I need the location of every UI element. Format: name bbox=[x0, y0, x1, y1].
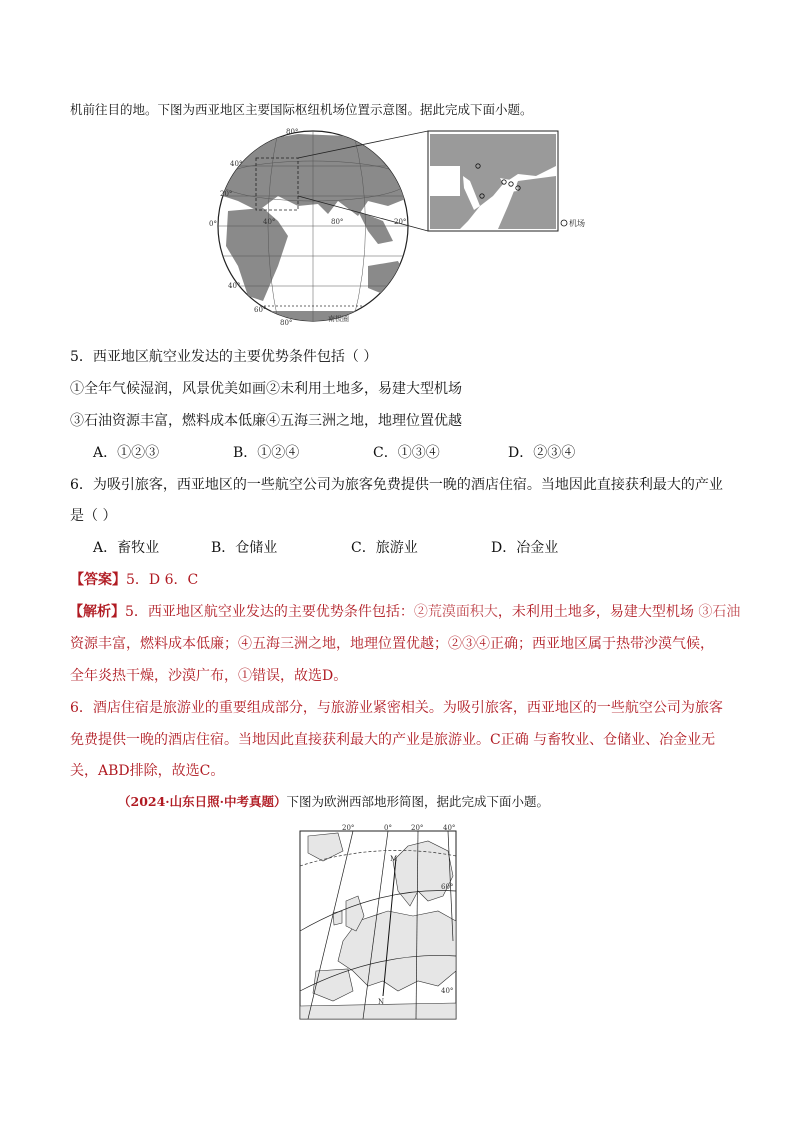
q5-options bbox=[93, 442, 575, 462]
lbl-eq: 0° bbox=[209, 220, 217, 228]
analysis-l1b: ②荒漠面积大 bbox=[413, 604, 498, 620]
q5-option-c[interactable]: C．①③④ bbox=[373, 445, 440, 461]
q6-option-c[interactable]: C．旅游业 bbox=[351, 540, 418, 556]
lbl-lat40: 40° bbox=[441, 987, 454, 995]
airport-legend-icon bbox=[561, 220, 567, 226]
lbl-point-m: M bbox=[390, 855, 398, 863]
lbl-lat80s: 80° bbox=[280, 319, 293, 327]
q6-option-a[interactable]: A．畜牧业 bbox=[93, 540, 160, 556]
lbl-lat40s: 40° bbox=[228, 282, 241, 290]
answer-text: 5．D 6．C bbox=[126, 572, 199, 588]
lbl-lon80: 80° bbox=[331, 218, 344, 226]
lbl-lon0: 0° bbox=[384, 824, 392, 832]
q5-statement-2: ③石油资源丰富，燃料成本低廉④五海三洲之地，地理位置优越 bbox=[70, 413, 462, 429]
legend-airport: 机场 bbox=[569, 219, 585, 228]
q5-statement-1: ①全年气候湿润，风景优美如画②未利用土地多，易建大型机场 bbox=[70, 381, 462, 397]
q6-option-b[interactable]: B．仓储业 bbox=[211, 540, 278, 556]
lbl-lat20r: 20° bbox=[394, 218, 407, 226]
analysis-line-1 bbox=[69, 601, 740, 621]
lbl-lon40: 40° bbox=[263, 218, 276, 226]
analysis-line-6: 关，ABD排除，故选C。 bbox=[70, 763, 225, 779]
q5-option-b[interactable]: B．①②④ bbox=[233, 445, 300, 461]
lbl-lat20n: 20° bbox=[220, 190, 233, 198]
analysis-line-5: 免费提供一晚的酒店住宿。当地因此直接获利最大的产业是旅游业。C正确 与畜牧业、仓储业、冶金业无 bbox=[70, 732, 716, 748]
west-asia-airport-map bbox=[209, 126, 618, 331]
lbl-lon20e: 20° bbox=[411, 824, 424, 832]
analysis-l1d: ③石油 bbox=[698, 604, 741, 620]
q6-option-d[interactable]: D．冶金业 bbox=[491, 540, 559, 556]
q5-stem: 5．西亚地区航空业发达的主要优势条件包括（ ） bbox=[70, 349, 378, 365]
globe-land-eurasia bbox=[223, 134, 413, 216]
lbl-point-n: N bbox=[378, 998, 385, 1006]
q6-stem-2: 是（ ） bbox=[70, 508, 117, 524]
lbl-lat80n: 80° bbox=[286, 128, 299, 136]
analysis-line-2: 资源丰富，燃料成本低廉；④五海三洲之地，地理位置优越；②③④正确；西亚地区属于热带沙漠气候， bbox=[70, 636, 714, 652]
inset-white-area bbox=[430, 166, 460, 196]
lbl-lon40e: 40° bbox=[443, 824, 456, 832]
western-europe-map bbox=[298, 821, 460, 1021]
answer-tag: 【答案】 bbox=[70, 572, 126, 588]
analysis-tag: 【解析】 bbox=[69, 604, 125, 620]
analysis-line-3: 全年炎热干燥，沙漠广布，①错误，故选D。 bbox=[70, 668, 348, 684]
section-source: （2024·山东日照·中考真题） bbox=[118, 794, 287, 809]
lbl-lat60s: 60° bbox=[254, 306, 267, 314]
analysis-line-4: 6．酒店住宿是旅游业的重要组成部分，与旅游业紧密相关。为吸引旅客，西亚地区的一些航空公司为旅客 bbox=[70, 700, 723, 716]
answer-line bbox=[70, 569, 198, 589]
section-header bbox=[118, 792, 549, 810]
analysis-l1a: 5．西亚地区航空业发达的主要优势条件包括： bbox=[125, 604, 414, 620]
lbl-lat40n: 40° bbox=[230, 160, 243, 168]
lbl-antarctic: 南极圈 bbox=[328, 315, 349, 323]
map-land-ireland bbox=[333, 911, 342, 925]
q5-option-a[interactable]: A．①②③ bbox=[93, 445, 160, 461]
analysis-l1c: ，未利用土地多，易建大型机场 bbox=[497, 604, 699, 620]
lbl-lon20w: 20° bbox=[342, 824, 355, 832]
lbl-lat60: 60° bbox=[441, 883, 454, 891]
intro-text: 机前往目的地。下图为西亚地区主要国际枢纽机场位置示意图。据此完成下面小题。 bbox=[70, 102, 533, 117]
q5-option-d[interactable]: D．②③④ bbox=[508, 445, 576, 461]
q6-stem-1: 6．为吸引旅客，西亚地区的一些航空公司为旅客免费提供一晚的酒店住宿。当地因此直接获利最大的产业 bbox=[70, 477, 723, 493]
section-text: 下图为欧洲西部地形简图，据此完成下面小题。 bbox=[286, 794, 550, 809]
q6-options bbox=[93, 537, 558, 557]
